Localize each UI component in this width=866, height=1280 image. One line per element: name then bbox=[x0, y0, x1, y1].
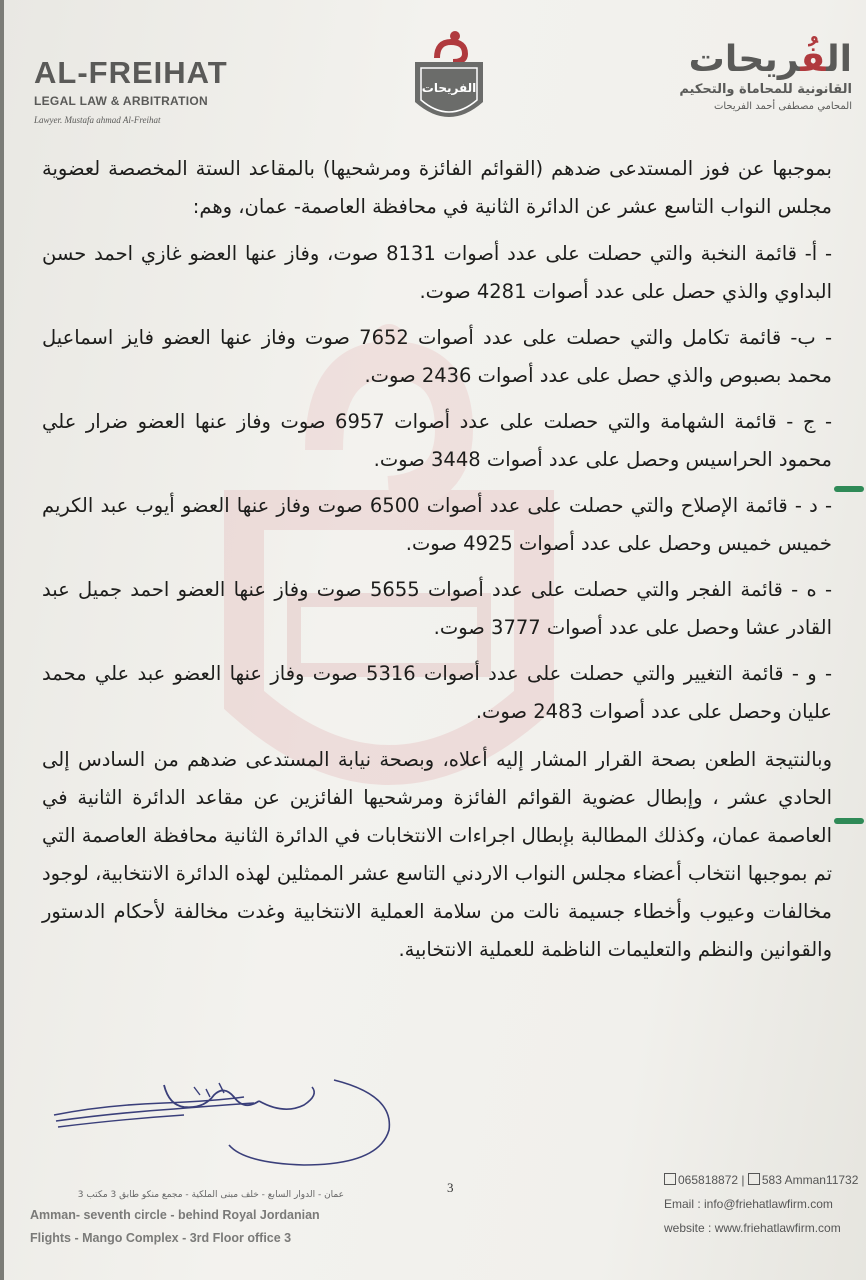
lawyer-name-ar: المحامي مصطفى أحمد الفريحات bbox=[713, 100, 852, 112]
closing-paragraph: وبالنتيجة الطعن بصحة القرار المشار إليه أعلاه، وبصحة نيابة المستدعى ضدهم من السادس إلى الحادي عشر ، وإبطال عضوية القوائم الفائزة ومرشحيها الفائزين عن مقاعد الدائرة الثانية في العاصمة عمان، وكذلك المطالبة بإبطال اجراءات الانتخابات في الدائرة الثانية محافظة العاصمة التي تم بموجبها انتخاب أعضاء مجلس النواب الاردني التاسع عشر الممثلين لهذه الدائرة الانتخابية، لوجود مخالفات وعيوب وأخطاء جسيمة نالت من سلامة العملية الانتخابية وغدت مخالفة لأحكام الدستور والقوانين والنظم والتعليمات الناظمة للعملية الانتخابية. bbox=[42, 748, 832, 961]
website-line: website : www.friehatlawfirm.com bbox=[664, 1221, 841, 1235]
crest-text: الفريحات bbox=[421, 81, 477, 95]
letterhead-arabic bbox=[552, 40, 852, 112]
address-en bbox=[30, 1204, 320, 1250]
phone-icon bbox=[664, 1173, 676, 1185]
list-item: - أ- قائمة النخبة والتي حصلت على عدد أصوات 8131 صوت، وفاز عنها العضو غازي احمد حسن البداوي والذي حصل على عدد أصوات 4281 صوت. bbox=[42, 242, 833, 303]
firm-name-ar-prefix: ال bbox=[826, 39, 852, 80]
list-item: - ه - قائمة الفجر والتي حصلت على عدد أصوات 5655 صوت وفاز عنها العضو احمد جميل عبد القادر عشا وحصل على عدد أصوات 3777 صوت. bbox=[42, 578, 833, 639]
binder-clip-icon bbox=[834, 486, 864, 492]
handwritten-signature bbox=[44, 1075, 404, 1170]
address-en-line-1: Amman- seventh circle - behind Royal Jordanian bbox=[30, 1208, 320, 1222]
po-box: 583 Amman11732 bbox=[761, 1173, 859, 1187]
firm-name-ar bbox=[552, 40, 852, 80]
page-number: 3 bbox=[447, 1180, 454, 1195]
intro-paragraph: بموجبها عن فوز المستدعى ضدهم (القوائم الفائزة ومرشحيها) بالمقاعد الستة المخصصة لعضوية مجلس النواب التاسع عشر عن الدائرة الثانية في محافظة العاصمة- عمان، وهم: bbox=[42, 157, 832, 218]
firm-subtitle-ar: القانونية للمحاماة والتحكيم bbox=[679, 81, 852, 97]
lawyer-name-en: Lawyer. Mustafa ahmad Al-Freihat bbox=[34, 115, 161, 125]
firm-name-ar-accent: فُ bbox=[800, 39, 827, 80]
letterhead-english bbox=[34, 55, 228, 125]
list-item: - و - قائمة التغيير والتي حصلت على عدد أصوات 5316 صوت وفاز عنها العضو عبد علي محمد عليان وحصل على عدد أصوات 2483 صوت. bbox=[42, 662, 832, 723]
phone-number: 065818872 bbox=[678, 1173, 739, 1187]
document-page bbox=[4, 0, 866, 1280]
firm-crest-icon bbox=[409, 28, 489, 132]
firm-subtitle-en: LEGAL LAW & ARBITRATION bbox=[34, 94, 208, 108]
address-ar: عمان - الدوار السابع - خلف مبنى الملكية - مجمع منكو طابق 3 مكتب 3 bbox=[77, 1190, 344, 1200]
contact-block bbox=[664, 1168, 858, 1240]
list-item: - ب- قائمة تكامل والتي حصلت على عدد أصوات 7652 صوت وفاز عنها العضو فايز اسماعيل محمد بصبوص والذي حصل على عدد أصوات 2436 صوت. bbox=[42, 326, 832, 387]
list-item: - د - قائمة الإصلاح والتي حصلت على عدد أصوات 6500 صوت وفاز عنها العضو أيوب عبد الكريم خميس خميس وحصل على عدد أصوات 4925 صوت. bbox=[42, 494, 833, 555]
address-en-line-2: Flights - Mango Complex - 3rd Floor office 3 bbox=[30, 1231, 292, 1245]
binder-clip-icon bbox=[834, 818, 864, 824]
phone-po-line: 065818872 | 583 Amman11732 bbox=[664, 1168, 858, 1192]
mailbox-icon bbox=[748, 1173, 760, 1185]
firm-name-ar-suffix: ريحات bbox=[688, 39, 801, 80]
list-item: - ج - قائمة الشهامة والتي حصلت على عدد أصوات 6957 صوت وفاز عنها العضو ضرار علي محمود الحراسيس وحصل على عدد أصوات 3448 صوت. bbox=[42, 410, 832, 471]
letter-body bbox=[42, 150, 832, 978]
email-line: Email : info@friehatlawfirm.com bbox=[664, 1197, 833, 1211]
firm-name-en: AL-FREIHAT bbox=[34, 55, 228, 90]
